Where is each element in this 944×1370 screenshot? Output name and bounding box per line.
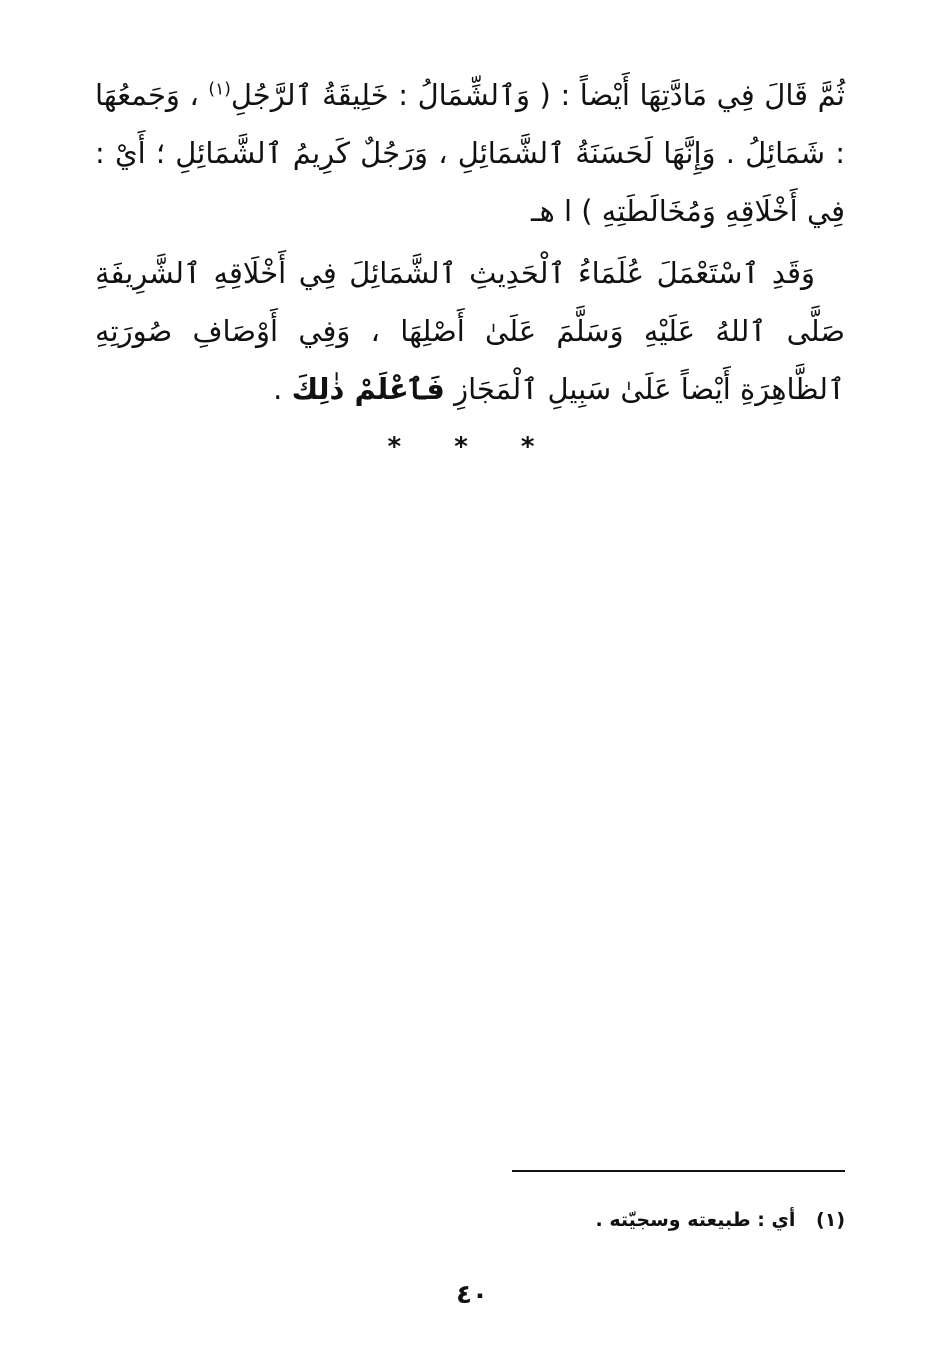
paragraph-1 <box>95 66 845 240</box>
footnote-number: (١) <box>816 1209 845 1231</box>
footnote <box>400 1203 845 1237</box>
paragraph-1-lead: ثُمَّ قَالَ فِي مَادَّتِهَا أَيْضاً : ( وَٱلشِّمَالُ : خَلِيقَةُ ٱلرَّجُلِ <box>230 78 845 112</box>
paragraph-2 <box>95 244 845 418</box>
footnote-divider <box>512 1170 845 1172</box>
paragraph-1-rest: ، وَجَمعُهَا : شَمَائِلُ . وَإِنَّهَا لَحَسَنَةُ ٱلشَّمَائِلِ ، وَرَجُلٌ كَرِيمُ ٱلشَّمَائِلِ ؛ أَيْ : فِي أَخْلَاقِهِ وَمُخَالَطَتِهِ ) ا هـ <box>95 78 845 228</box>
page-number: ٤٠ <box>456 1280 488 1310</box>
footnote-text: أي : طبيعته وسجيّته . <box>595 1209 796 1231</box>
paragraph-2-emphasis: فَٱعْلَمْ ذٰلِكَ <box>291 372 445 406</box>
main-text <box>95 66 845 418</box>
paragraph-2-end: . <box>273 372 292 406</box>
footnote-reference[interactable]: (١) <box>208 79 231 100</box>
paragraph-2-text: وَقَدِ ٱسْتَعْمَلَ عُلَمَاءُ ٱلْحَدِيثِ ٱلشَّمَائِلَ فِي أَخْلَاقِهِ ٱلشَّرِيفَةِ صَلَّى ٱللهُ عَلَيْهِ وَسَلَّمَ عَلَىٰ أَصْلِهَا ، وَفِي أَوْصَافِ صُورَتِهِ ٱلظَّاهِرَةِ أَيْضاً عَلَىٰ سَبِيلِ ٱلْمَجَازِ <box>95 256 845 406</box>
section-separator: * * * <box>387 432 557 462</box>
